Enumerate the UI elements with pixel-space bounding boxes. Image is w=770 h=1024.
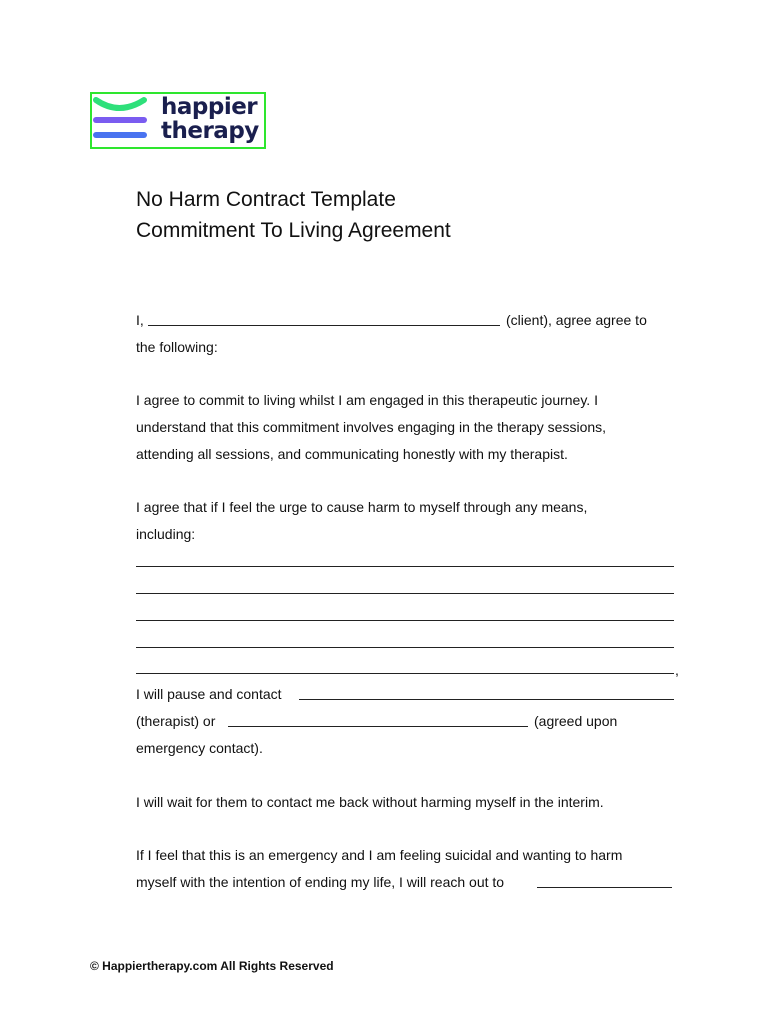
copyright-footer: © Happiertherapy.com All Rights Reserved <box>90 959 334 973</box>
therapist-suffix: (agreed upon <box>534 713 618 729</box>
means-field-line-4[interactable] <box>136 647 674 648</box>
logo-word-therapy: therapy <box>161 118 259 144</box>
trailing-comma: , <box>675 662 679 678</box>
contact-prefix: I will pause and contact <box>136 686 282 702</box>
wait-line: I will wait for them to contact me back without harming myself in the interim. <box>136 794 604 810</box>
means-field-line-1[interactable] <box>136 566 674 567</box>
emergency-contact-field[interactable] <box>228 726 528 727</box>
means-field-line-5[interactable] <box>136 673 674 674</box>
contact-name-field[interactable] <box>299 699 674 700</box>
paragraph-1-line-2: understand that this commitment involves engaging in the therapy sessions, <box>136 419 607 435</box>
document-title: No Harm Contract Template <box>136 188 396 211</box>
intro-prefix: I, <box>136 312 144 328</box>
paragraph-2-line-2: including: <box>136 526 196 542</box>
emergency-contact-line: emergency contact). <box>136 740 263 756</box>
emergency-paragraph-line-2: myself with the intention of ending my life, I will reach out to <box>136 874 505 890</box>
intro-suffix: (client), agree agree to <box>506 312 647 328</box>
intro-line-2: the following: <box>136 339 218 355</box>
means-field-line-3[interactable] <box>136 620 674 621</box>
means-field-line-2[interactable] <box>136 593 674 594</box>
emergency-paragraph-line-1: If I feel that this is an emergency and I am feeling suicidal and wanting to harm <box>136 847 623 863</box>
paragraph-1-line-1: I agree to commit to living whilst I am engaged in this therapeutic journey. I <box>136 392 598 408</box>
client-name-field[interactable] <box>148 325 500 326</box>
document-subtitle: Commitment To Living Agreement <box>136 219 451 242</box>
therapist-prefix: (therapist) or <box>136 713 216 729</box>
happier-therapy-logo <box>90 92 266 149</box>
paragraph-1-line-3: attending all sessions, and communicating honestly with my therapist. <box>136 446 568 462</box>
paragraph-2-line-1: I agree that if I feel the urge to cause harm to myself through any means, <box>136 499 588 515</box>
emergency-service-field[interactable] <box>537 887 672 888</box>
logo-word-happier: happier <box>161 94 258 120</box>
